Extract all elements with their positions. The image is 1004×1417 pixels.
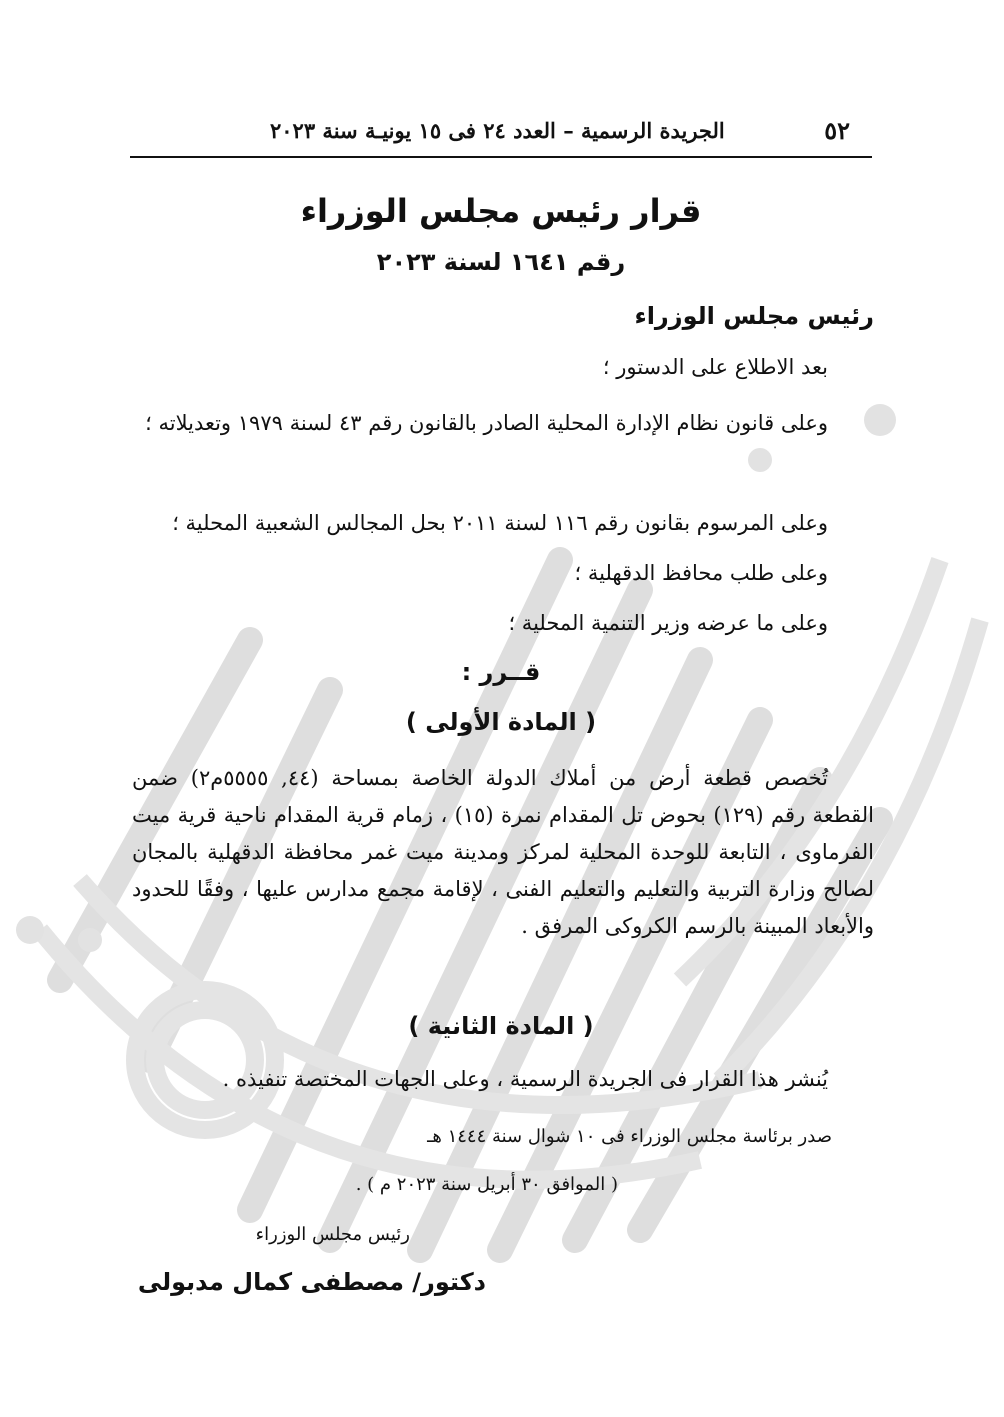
article-text: تُخصص قطعة أرض من أملاك الدولة الخاصة بمساحة (٤٤, ٥٥٥٥م٢) ضمن القطعة رقم (١٢٩) بحوض تل المقدام نمرة (١٥) ، زمام قرية المقدام ناحية قرية ميت الفرماوى ، التابعة للوحدة المحلية لمركز ومدينة ميت غمر محافظة الدقهلية بالمجان لصالح وزارة التربية والتعليم والتعليم الفنى ، لإقامة مجمع مدارس عليها ، وفقًا للحدود والأبعاد المبينة بالرسم الكروكى المرفق . — [132, 766, 875, 938]
running-title: الجريدة الرسمية – العدد ٢٤ فى ١٥ يونيـة سنة ٢٠٢٣ — [270, 118, 725, 143]
preamble-line: وعلى المرسوم بقانون رقم ١١٦ لسنة ٢٠١١ بحل المجالس الشعبية المحلية ؛ — [172, 511, 828, 535]
preamble-line: وعلى طلب محافظ الدقهلية ؛ — [574, 561, 828, 585]
issued-date: صدر برئاسة مجلس الوزراء فى ١٠ شوال سنة ١٤٤٤ هـ — [427, 1126, 832, 1147]
preamble-line: بعد الاطلاع على الدستور ؛ — [602, 355, 828, 379]
signer-title: رئيس مجلس الوزراء — [255, 1224, 410, 1245]
page-header — [130, 112, 872, 158]
decree-title: قرار رئيس مجلس الوزراء — [300, 192, 702, 230]
page-number: ٥٢ — [824, 116, 850, 145]
signer-name: دكتور/ مصطفى كمال مدبولى — [137, 1268, 486, 1296]
preamble-line: وعلى قانون نظام الإدارة المحلية الصادر بالقانون رقم ٤٣ لسنة ١٩٧٩ وتعديلاته ؛ — [145, 411, 828, 435]
article-text: يُنشر هذا القرار فى الجريدة الرسمية ، وعلى الجهات المختصة تنفيذه . — [222, 1067, 828, 1091]
decree-issuer: رئيس مجلس الوزراء — [634, 302, 874, 330]
preamble-line: وعلى ما عرضه وزير التنمية المحلية ؛ — [508, 611, 828, 635]
corresponding-date: ( الموافق ٣٠ أبريل سنة ٢٠٢٣ م ) . — [355, 1174, 618, 1195]
article-heading: ( المادة الأولى ) — [405, 708, 597, 736]
article-heading: ( المادة الثانية ) — [408, 1012, 594, 1040]
decree-number: رقم ١٦٤١ لسنة ٢٠٢٣ — [376, 248, 626, 276]
decided-label: قــرر : — [461, 658, 541, 686]
